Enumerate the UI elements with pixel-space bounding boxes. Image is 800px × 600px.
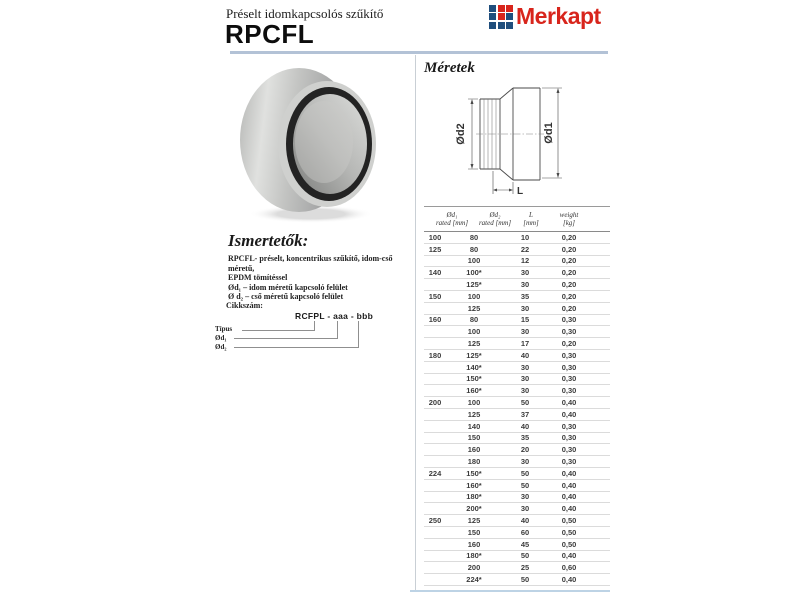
table-cell: 0,40 [561, 398, 577, 408]
table-cell: 140 [467, 421, 481, 431]
table-cell: 0,20 [561, 303, 577, 313]
table-cell: 40 [520, 421, 530, 431]
table-row [424, 503, 610, 515]
table-cell: 180* [466, 551, 482, 561]
table-row [424, 527, 610, 539]
table-cell: 180 [428, 350, 442, 360]
table-cell: 80 [469, 232, 479, 242]
table-cell: 250 [428, 516, 442, 526]
legend-text: – cső méretű kapcsoló felület [245, 292, 344, 301]
table-cell: 50 [520, 398, 530, 408]
table-cell: 150 [467, 527, 481, 537]
description-line: RPCFL- préselt, koncentrikus szűkítő, idom-cső méretű, [228, 254, 393, 273]
table-cell: 224* [466, 575, 482, 584]
table-cell: 0,50 [561, 539, 577, 549]
table-cell: 30 [520, 504, 530, 514]
table-cell: 30 [520, 492, 530, 502]
callout-connector [234, 321, 359, 348]
table-cell: 180 [467, 457, 481, 467]
table-cell: 0,20 [561, 291, 577, 301]
table-cell: 100 [467, 398, 481, 408]
brand-logo [489, 3, 601, 30]
table-cell: 200* [466, 504, 482, 514]
table-cell: 50 [520, 551, 530, 561]
dimensions-table [424, 206, 610, 586]
table-cell: 25 [520, 563, 530, 573]
table-cell: 0,50 [561, 516, 577, 526]
table-cell: 0,40 [561, 468, 577, 478]
table-cell: 37 [520, 409, 530, 419]
callout-label-d1: Ød₁ [215, 334, 227, 342]
table-cell: 160 [428, 315, 442, 325]
table-row [424, 385, 610, 397]
table-row [424, 350, 610, 362]
header-rule [230, 51, 608, 54]
table-cell: 150* [466, 468, 482, 478]
table-cell: 0,30 [561, 350, 577, 360]
table-header-cell: Ød₁ rated [mm] [435, 211, 469, 227]
table-cell: 80 [469, 244, 479, 254]
table-cell: 100 [428, 232, 442, 242]
table-cell: 0,20 [561, 339, 577, 349]
table-row [424, 279, 610, 291]
table-cell: 12 [520, 256, 530, 266]
table-row [424, 409, 610, 421]
table-row [424, 456, 610, 468]
table-cell: 0,30 [561, 445, 577, 455]
table-cell: 0,30 [561, 433, 577, 443]
table-cell: 125 [467, 303, 481, 313]
article-number-label: Cikkszám: [226, 301, 263, 310]
table-cell: 30 [520, 280, 530, 290]
table-cell: 224 [428, 468, 442, 478]
table-cell: 0,20 [561, 256, 577, 266]
page-subtitle: Préselt idomkapcsolós szűkítő [226, 6, 384, 21]
table-row [424, 444, 610, 456]
table-cell: 0,30 [561, 386, 577, 396]
table-cell: 0,20 [561, 268, 577, 278]
table-header-cell: weight [kg] [559, 211, 579, 227]
table-cell: 0,60 [561, 563, 577, 573]
table-cell: 100 [467, 327, 481, 337]
table-cell: 125 [467, 516, 481, 526]
table-row [424, 232, 610, 244]
article-number-code: RCFPL - aaa - bbb [295, 311, 374, 321]
table-cell: 0,30 [561, 362, 577, 372]
table-cell: 17 [520, 339, 530, 349]
legend-text: – idom méretű kapcsoló felület [243, 282, 348, 292]
table-row [424, 433, 610, 445]
table-cell: 150 [428, 291, 442, 301]
table-cell: 200 [467, 563, 481, 573]
table-row [424, 374, 610, 386]
table-cell: 30 [520, 268, 530, 278]
table-cell: 125 [428, 244, 442, 254]
table-header-row [424, 206, 610, 232]
table-row [424, 303, 610, 315]
table-cell: 0,30 [561, 327, 577, 337]
table-cell: 0,40 [561, 409, 577, 419]
table-cell: 50 [520, 480, 530, 490]
table-row [424, 256, 610, 268]
footer-rule [410, 590, 610, 592]
table-cell: 50 [520, 575, 530, 584]
table-cell: 100* [466, 268, 482, 278]
table-cell: 0,20 [561, 232, 577, 242]
table-cell: 30 [520, 327, 530, 337]
table-row [424, 315, 610, 327]
table-cell: 0,20 [561, 244, 577, 254]
section-heading-meretek: Méretek [424, 60, 475, 76]
table-row [424, 267, 610, 279]
table-cell: 30 [520, 457, 530, 467]
product-description [228, 254, 413, 302]
table-cell: 125 [467, 409, 481, 419]
table-cell: 150 [467, 433, 481, 443]
table-cell: 40 [520, 516, 530, 526]
table-row [424, 421, 610, 433]
product-photo [233, 56, 403, 228]
table-cell: 80 [469, 315, 479, 325]
table-cell: 30 [520, 374, 530, 384]
legend-symbol: Ød₁ [228, 282, 242, 292]
table-cell: 10 [520, 232, 530, 242]
table-cell: 0,40 [561, 504, 577, 514]
table-cell: 0,30 [561, 374, 577, 384]
table-cell: 30 [520, 386, 530, 396]
description-line: EPDM tömítéssel [228, 273, 288, 282]
table-row [424, 338, 610, 350]
drawing-label-length: L [517, 186, 524, 197]
table-body [424, 232, 610, 586]
table-cell: 0,50 [561, 527, 577, 537]
page-title: RPCFL [225, 19, 315, 49]
table-cell: 160* [466, 386, 482, 396]
table-cell: 40 [520, 350, 530, 360]
brand-name: Merkapt [516, 3, 601, 29]
table-cell: 22 [520, 244, 530, 254]
table-cell: 160 [467, 539, 481, 549]
table-cell: 200 [428, 398, 442, 408]
table-cell: 30 [520, 303, 530, 313]
table-cell: 140 [428, 268, 442, 278]
table-cell: 0,30 [561, 421, 577, 431]
legend-row [228, 283, 413, 293]
table-header-cell: L [mm] [523, 211, 539, 227]
table-cell: 0,40 [561, 575, 577, 584]
table-cell: 0,40 [561, 551, 577, 561]
table-cell: 160* [466, 480, 482, 490]
dimension-drawing [430, 76, 615, 206]
table-cell: 60 [520, 527, 530, 537]
drawing-label-d1: Ød1 [543, 122, 555, 144]
table-cell: 0,40 [561, 480, 577, 490]
table-cell: 50 [520, 468, 530, 478]
callout-label-d2: Ød₂ [215, 343, 227, 351]
table-cell: 180* [466, 492, 482, 502]
table-header-cell: Ød₂ rated [mm] [478, 211, 512, 227]
section-heading-ismertetok: Ismertetők: [228, 231, 309, 250]
table-row [424, 492, 610, 504]
table-row [424, 574, 610, 586]
table-cell: 15 [520, 315, 530, 325]
table-row [424, 326, 610, 338]
legend-symbol: Ø d₂ [228, 292, 244, 301]
table-row [424, 362, 610, 374]
table-cell: 0,20 [561, 280, 577, 290]
drawing-label-d2: Ød2 [455, 123, 467, 145]
table-cell: 0,30 [561, 457, 577, 467]
table-cell: 125 [467, 339, 481, 349]
table-cell: 100 [467, 291, 481, 301]
table-row [424, 515, 610, 527]
table-cell: 125* [466, 280, 482, 290]
table-cell: 35 [520, 433, 530, 443]
table-row [424, 551, 610, 563]
table-row [424, 480, 610, 492]
table-cell: 150* [466, 374, 482, 384]
table-cell: 0,30 [561, 315, 577, 325]
table-cell: 100 [467, 256, 481, 266]
table-row [424, 244, 610, 256]
table-cell: 35 [520, 291, 530, 301]
table-row [424, 562, 610, 574]
merkapt-grid-icon [489, 5, 513, 29]
table-cell: 0,40 [561, 492, 577, 502]
table-cell: 30 [520, 362, 530, 372]
callout-label-tipus: Típus [215, 325, 233, 333]
table-cell: 45 [520, 539, 530, 549]
table-cell: 160 [467, 445, 481, 455]
table-cell: 140* [466, 362, 482, 372]
table-cell: 20 [520, 445, 530, 455]
table-row [424, 468, 610, 480]
table-row [424, 539, 610, 551]
table-cell: 125* [466, 350, 482, 360]
table-row [424, 291, 610, 303]
table-row [424, 397, 610, 409]
